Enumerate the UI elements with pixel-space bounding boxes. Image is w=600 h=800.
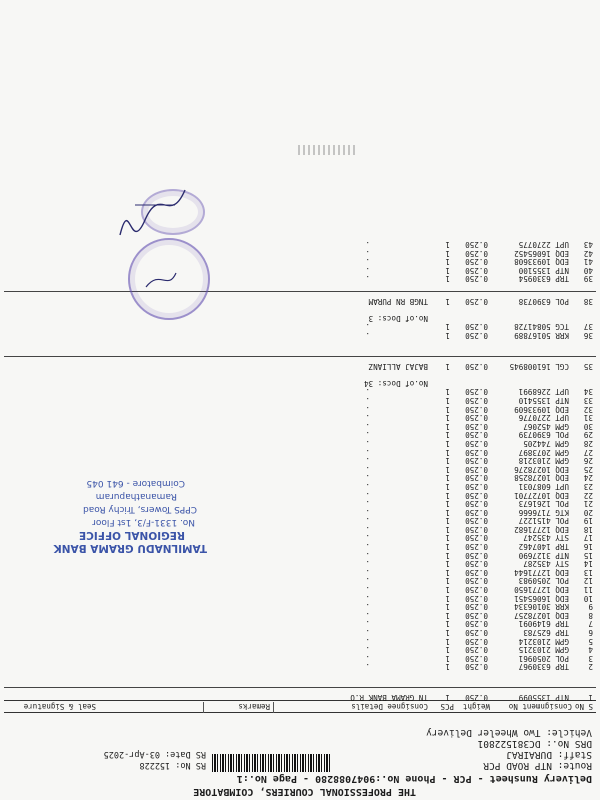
table-row: [4, 404, 596, 413]
pcs: 1: [445, 628, 450, 638]
consignment-no: EDQ 10933609: [514, 404, 569, 414]
table-row: [4, 627, 596, 636]
pcs: 1: [445, 456, 450, 466]
pcs: 1: [445, 274, 450, 284]
table-row: [4, 330, 596, 339]
weight: 0.250: [465, 636, 488, 646]
dot-mark: .: [365, 610, 370, 620]
consignment-no: GPM 2073897: [518, 447, 569, 457]
dot-mark: .: [365, 533, 370, 543]
weight: 0.250: [465, 265, 488, 275]
pcs: 1: [445, 516, 450, 526]
table-row: [4, 387, 596, 396]
pcs: 1: [445, 257, 450, 267]
sno: 21: [583, 499, 593, 509]
consignment-no: EDQ 10278257: [514, 610, 569, 620]
weight: 0.250: [465, 610, 488, 620]
pcs: 1: [445, 693, 450, 702]
weight: 0.250: [465, 499, 488, 509]
table-row: [4, 645, 596, 654]
consignment-no: TRP 6149091: [518, 619, 569, 629]
table-row: [4, 265, 596, 274]
weight: 0.250: [465, 456, 488, 466]
table-row: [4, 438, 596, 447]
print-smudge: [295, 145, 355, 155]
sno: 42: [583, 248, 593, 258]
dot-mark: .: [365, 274, 370, 284]
sno: 12: [583, 576, 593, 586]
signature: [110, 175, 190, 245]
weight: 0.250: [465, 274, 488, 284]
sno: 40: [583, 265, 593, 275]
sno: 34: [583, 387, 593, 397]
table-body: [4, 240, 596, 702]
stamp-line: REGIONAL OFFICE: [78, 529, 185, 541]
sno: 5: [588, 636, 593, 646]
weight: 0.250: [465, 645, 488, 655]
dot-mark: .: [365, 567, 370, 577]
weight: 0.250: [465, 481, 488, 491]
pcs: 1: [445, 610, 450, 620]
consignment-no: TCG 50841728: [514, 322, 569, 332]
signature: [140, 265, 180, 295]
pcs: 1: [445, 576, 450, 586]
consignment-no: EDQ 10278258: [514, 473, 569, 483]
pcs: 1: [445, 447, 450, 457]
dot-mark: .: [365, 542, 370, 552]
pcs: 1: [445, 593, 450, 603]
consignment-no: STY 435287: [523, 559, 569, 569]
consignment-no: UPT 2270775: [518, 240, 569, 250]
sno: 6: [588, 628, 593, 638]
weight: 0.250: [465, 593, 488, 603]
pcs: 1: [445, 507, 450, 517]
col-consignment: Consignment No: [508, 702, 572, 711]
sno: 18: [583, 524, 593, 534]
dot-mark: .: [365, 490, 370, 500]
dot-mark: .: [365, 619, 370, 629]
consignment-no: TRP 6330954: [518, 274, 569, 284]
group-separator: [4, 356, 596, 357]
stamp-line: Ramanathapuram: [95, 491, 177, 501]
weight: 0.250: [465, 296, 488, 306]
table-row: [4, 248, 596, 257]
weight: 0.250: [465, 619, 488, 629]
sno: 25: [583, 464, 593, 474]
sno: 23: [583, 481, 593, 491]
pcs: 1: [445, 490, 450, 500]
sno: 26: [583, 456, 593, 466]
sno: 30: [583, 421, 593, 431]
weight: 0.250: [465, 662, 488, 672]
sno: 31: [583, 413, 593, 423]
table-row: [4, 619, 596, 628]
weight: 0.250: [465, 602, 488, 612]
col-pcs: PCS: [440, 702, 454, 711]
table-row: [4, 456, 596, 465]
weight: 0.250: [465, 430, 488, 440]
table-row: [4, 610, 596, 619]
dot-mark: .: [365, 499, 370, 509]
pcs: 1: [445, 296, 450, 306]
route-label: Route: NTP ROAD PCR: [483, 760, 592, 771]
pcs: 1: [445, 653, 450, 663]
pcs: 1: [445, 240, 450, 250]
sno: 3: [588, 653, 593, 663]
doc-count-row: [4, 378, 596, 387]
consignment-no: CGL 161008945: [509, 361, 569, 371]
sno: 28: [583, 438, 593, 448]
pcs: 1: [445, 533, 450, 543]
pcs: 1: [445, 387, 450, 397]
consignment-no: GPM 744205: [523, 438, 569, 448]
consignment-no: POL 2050983: [518, 576, 569, 586]
col-divider: [203, 702, 204, 713]
dot-mark: .: [365, 550, 370, 560]
consignment-no: UPT 2268991: [518, 387, 569, 397]
pcs: 1: [445, 322, 450, 332]
sno: 27: [583, 447, 593, 457]
consignment-no: NTP 1355099: [518, 693, 569, 702]
company-name: THE PROFESSIONAL COURIERS, COIMBATORE: [193, 786, 416, 797]
consignment-no: POL 2050961: [518, 653, 569, 663]
stamp-line: TAMILNADU GRAMA BANK: [53, 542, 207, 554]
weight: 0.250: [465, 567, 488, 577]
stamp-line: No. 1331-F/3, 1st Floor: [92, 517, 195, 527]
rs-date: RS Date: 03-Apr-2025: [103, 749, 206, 759]
dot-mark: .: [365, 438, 370, 448]
sno: 38: [583, 296, 593, 306]
consignment-no: EDQ 10278276: [514, 464, 569, 474]
group-separator: [4, 687, 596, 688]
consignment-no: POL 6390739: [518, 430, 569, 440]
doc-count-row: [4, 313, 596, 322]
sno: 1: [588, 693, 593, 702]
col-divider: [273, 702, 274, 713]
pcs: 1: [445, 636, 450, 646]
pcs: 1: [445, 438, 450, 448]
sno: 24: [583, 473, 593, 483]
dot-mark: .: [365, 265, 370, 275]
dot-mark: .: [365, 602, 370, 612]
consignee-details: BAJAJ ALLIANZ: [368, 361, 428, 371]
pcs: 1: [445, 559, 450, 569]
table-header: [4, 700, 596, 713]
weight: 0.250: [465, 396, 488, 405]
sno: 33: [583, 396, 593, 405]
pcs: 1: [445, 396, 450, 405]
dot-mark: .: [365, 481, 370, 491]
dot-mark: .: [365, 653, 370, 663]
table-row: [4, 464, 596, 473]
sno: 41: [583, 257, 593, 267]
runsheet-title: Delivery Runsheet - PCR - Phone No.:9047088280 - Page No.:1: [236, 773, 592, 784]
table-row: [4, 662, 596, 671]
doc-count: No.of Docs: 34: [363, 378, 428, 388]
consignment-no: GPM 2103215: [518, 645, 569, 655]
weight: 0.250: [465, 516, 488, 526]
weight: 0.250: [465, 322, 488, 332]
table-row: [4, 584, 596, 593]
weight: 0.250: [465, 693, 488, 702]
dot-mark: .: [365, 628, 370, 638]
sno: 35: [583, 361, 593, 371]
sno: 13: [583, 567, 593, 577]
table-row: [4, 413, 596, 422]
pcs: 1: [445, 567, 450, 577]
sno: 15: [583, 550, 593, 560]
weight: 0.250: [465, 438, 488, 448]
weight: 0.250: [465, 404, 488, 414]
weight: 0.250: [465, 473, 488, 483]
pcs: 1: [445, 430, 450, 440]
sno: 9: [588, 602, 593, 612]
pcs: 1: [445, 645, 450, 655]
consignment-no: UPT 6087031: [518, 481, 569, 491]
dot-mark: .: [365, 404, 370, 414]
consignment-no: GPM 2103218: [518, 456, 569, 466]
bank-stamp: [54, 476, 207, 554]
consignee-details: TN GRAMA BANK R.O: [350, 693, 428, 702]
sno: 4: [588, 645, 593, 655]
consignment-no: POL 1261673: [518, 499, 569, 509]
dot-mark: .: [365, 516, 370, 526]
group-1: [4, 687, 596, 701]
pcs: 1: [445, 361, 450, 371]
dot-mark: .: [365, 331, 370, 341]
doc-count: No.of Docs: 3: [368, 313, 428, 323]
sno: 2: [588, 662, 593, 672]
consignment-no: EDQ 12771644: [514, 567, 569, 577]
pcs: 1: [445, 473, 450, 483]
weight: 0.250: [465, 447, 488, 457]
sno: 43: [583, 240, 593, 250]
sno: 32: [583, 404, 593, 414]
pcs: 1: [445, 464, 450, 474]
col-consignee: Consignee Details: [351, 702, 428, 711]
table-row: [4, 395, 596, 404]
dot-mark: .: [365, 662, 370, 672]
table-row: [4, 421, 596, 430]
weight: 0.250: [465, 240, 488, 250]
table-row: [4, 430, 596, 439]
consignment-no: EDQ 12771682: [514, 524, 569, 534]
group-6: [4, 240, 596, 283]
dot-mark: .: [365, 447, 370, 457]
table-row: [4, 274, 596, 283]
weight: 0.250: [465, 628, 488, 638]
weight: 0.250: [465, 559, 488, 569]
dot-mark: .: [365, 464, 370, 474]
consignment-no: EDQ 16065451: [514, 593, 569, 603]
pcs: 1: [445, 585, 450, 595]
table-row: [4, 602, 596, 611]
rs-number: RS No: 152228: [139, 760, 206, 770]
dot-mark: .: [365, 576, 370, 586]
weight: 0.250: [465, 524, 488, 534]
sno: 39: [583, 274, 593, 284]
col-seal: Seal & Signature: [23, 702, 96, 711]
pcs: 1: [445, 550, 450, 560]
col-weight: Weight: [462, 702, 490, 711]
vehicle-label: Vehicle: Two Wheeler Delivery: [426, 727, 592, 738]
consignment-no: POL 4151227: [518, 516, 569, 526]
consignment-no: EDQ 12771650: [514, 585, 569, 595]
dot-mark: .: [365, 559, 370, 569]
sno: 36: [583, 331, 593, 341]
stamp-line: CPPS Towers, Trichy Road: [83, 504, 197, 514]
table-row: [4, 576, 596, 585]
sno: 14: [583, 559, 593, 569]
group-5: [4, 291, 596, 305]
consignment-no: GPM 2103214: [518, 636, 569, 646]
weight: 0.250: [465, 576, 488, 586]
group-4: [4, 322, 596, 339]
dot-mark: .: [365, 413, 370, 423]
dot-mark: .: [365, 645, 370, 655]
dot-mark: .: [365, 430, 370, 440]
sno: 7: [588, 619, 593, 629]
table-row: [4, 447, 596, 456]
weight: 0.250: [465, 257, 488, 267]
dot-mark: .: [365, 257, 370, 267]
consignment-no: KRR 30106334: [514, 602, 569, 612]
table-row: [4, 559, 596, 568]
pcs: 1: [445, 662, 450, 672]
consignment-no: NTP 1355100: [518, 265, 569, 275]
weight: 0.250: [465, 464, 488, 474]
sno: 11: [583, 585, 593, 595]
group-3: [4, 356, 596, 370]
sno: 8: [588, 610, 593, 620]
weight: 0.250: [465, 361, 488, 371]
weight: 0.250: [465, 653, 488, 663]
dot-mark: .: [365, 396, 370, 405]
sno: 16: [583, 542, 593, 552]
consignment-no: TRP 6330967: [518, 662, 569, 672]
weight: 0.250: [465, 542, 488, 552]
staff-label: Staff: DURAIRAJ: [506, 749, 592, 760]
drs-number: DRS No.: DC381522801: [477, 738, 592, 749]
consignment-no: GPM 452067: [523, 421, 569, 431]
consignment-no: EDQ 10933608: [514, 257, 569, 267]
stamp-line: Coimbatore - 641 045: [86, 478, 185, 488]
table-row: [4, 240, 596, 249]
sno: 19: [583, 516, 593, 526]
table-row: [4, 361, 596, 370]
consignment-no: KRR 50167889: [514, 331, 569, 341]
weight: 0.250: [465, 507, 488, 517]
dot-mark: .: [365, 387, 370, 397]
sno: 20: [583, 507, 593, 517]
consignment-no: KTG 7176666: [518, 507, 569, 517]
weight: 0.250: [465, 387, 488, 397]
consignee-details: TNGB RN PURAM: [368, 296, 428, 306]
table-row: [4, 257, 596, 266]
pcs: 1: [445, 524, 450, 534]
group-separator: [4, 291, 596, 292]
dot-mark: .: [365, 421, 370, 431]
dot-mark: .: [365, 248, 370, 258]
consignment-no: NTP 1355410: [518, 396, 569, 405]
sno: 37: [583, 322, 593, 332]
col-remarks: Remarks: [238, 702, 270, 711]
consignment-no: NTP 3127690: [518, 550, 569, 560]
dot-mark: .: [365, 473, 370, 483]
dot-mark: .: [365, 636, 370, 646]
weight: 0.250: [465, 490, 488, 500]
consignment-no: TRP 1407462: [518, 542, 569, 552]
consignment-no: TRP 625783: [523, 628, 569, 638]
weight: 0.250: [465, 413, 488, 423]
pcs: 1: [445, 499, 450, 509]
dot-mark: .: [365, 240, 370, 250]
table-row: [4, 692, 596, 701]
sno: 29: [583, 430, 593, 440]
barcode: [210, 754, 330, 772]
dot-mark: .: [365, 507, 370, 517]
weight: 0.250: [465, 248, 488, 258]
dot-mark: .: [365, 585, 370, 595]
pcs: 1: [445, 619, 450, 629]
dot-mark: .: [365, 593, 370, 603]
pcs: 1: [445, 331, 450, 341]
consignment-no: UPT 2270776: [518, 413, 569, 423]
weight: 0.250: [465, 533, 488, 543]
pcs: 1: [445, 481, 450, 491]
dot-mark: .: [365, 322, 370, 332]
weight: 0.250: [465, 550, 488, 560]
table-row: [4, 296, 596, 305]
table-row: [4, 322, 596, 331]
pcs: 1: [445, 248, 450, 258]
consignment-no: EDQ 16065452: [514, 248, 569, 258]
pcs: 1: [445, 413, 450, 423]
table-row: [4, 636, 596, 645]
consignment-no: EDQ 10727701: [514, 490, 569, 500]
table-row: [4, 653, 596, 662]
pcs: 1: [445, 404, 450, 414]
pcs: 1: [445, 542, 450, 552]
sno: 22: [583, 490, 593, 500]
pcs: 1: [445, 602, 450, 612]
table-row: [4, 593, 596, 602]
weight: 0.250: [465, 585, 488, 595]
pcs: 1: [445, 265, 450, 275]
weight: 0.250: [465, 331, 488, 341]
pcs: 1: [445, 421, 450, 431]
dot-mark: .: [365, 524, 370, 534]
dot-mark: .: [365, 456, 370, 466]
consignment-no: STY 435247: [523, 533, 569, 543]
table-row: [4, 567, 596, 576]
weight: 0.250: [465, 421, 488, 431]
col-sno: S No: [574, 702, 593, 711]
sno: 17: [583, 533, 593, 543]
sno: 10: [583, 593, 593, 603]
consignment-no: POL 6390738: [518, 296, 569, 306]
